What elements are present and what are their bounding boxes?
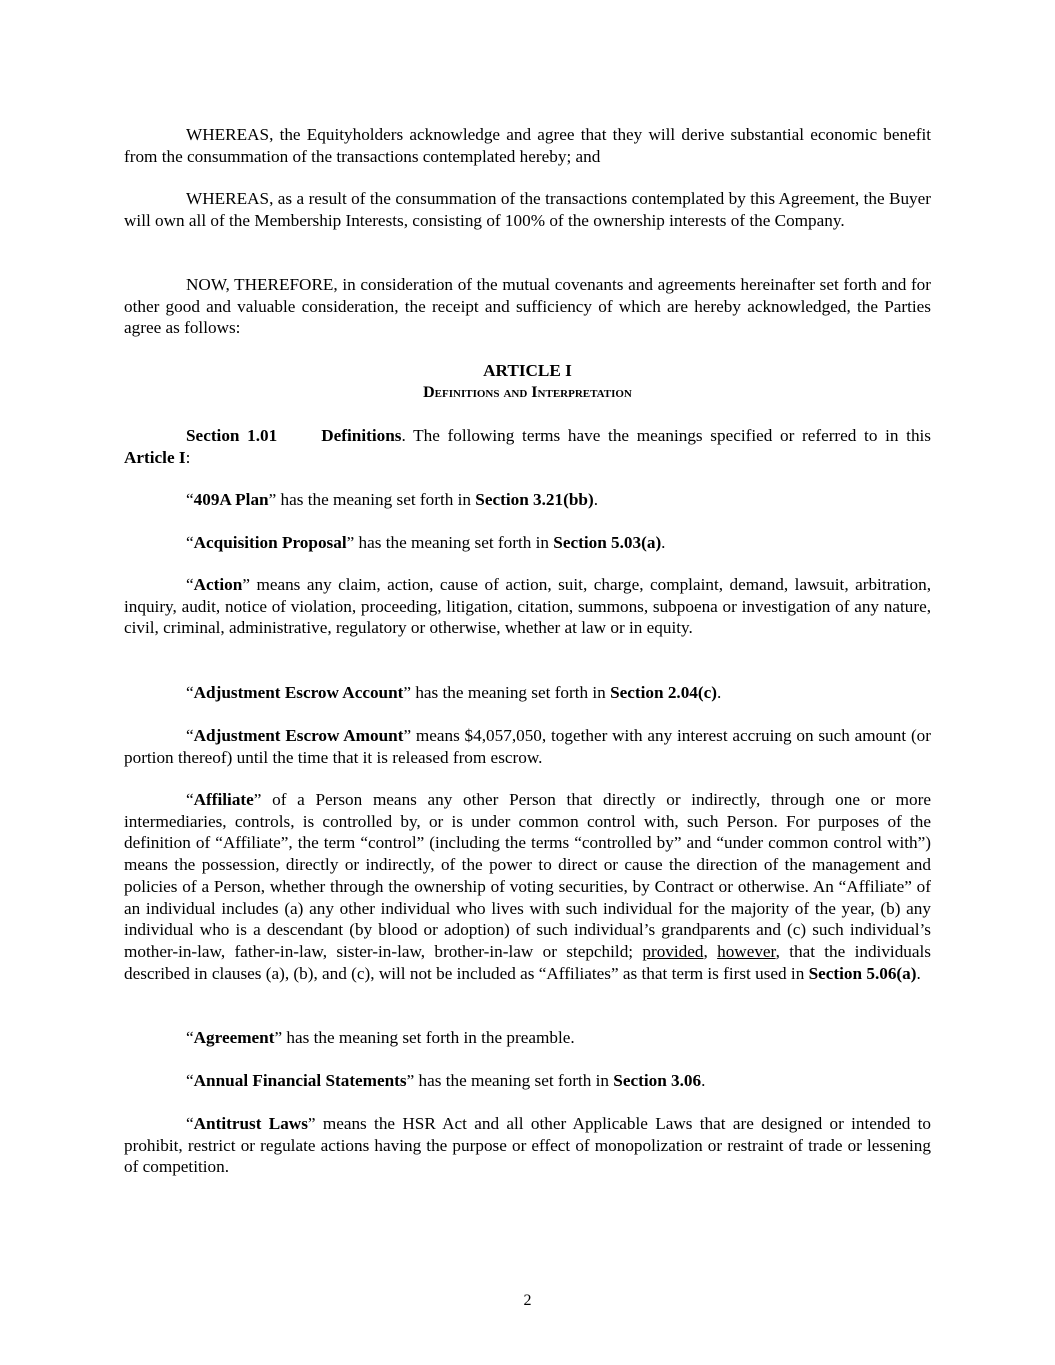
bold-term: Annual Financial Statements bbox=[193, 1071, 407, 1090]
definition-adjustment-escrow-account bbox=[124, 682, 931, 704]
text-segment: “ bbox=[186, 1114, 194, 1133]
bold-term: Adjustment Escrow Account bbox=[193, 683, 404, 702]
text-segment: “ bbox=[186, 575, 194, 594]
text-segment: ” of a Person means any other Person that directly or indirectly, through one or more intermediaries, controls, is controlled by, or is under common control with, such Person. For purposes of the definition of “Affiliate”, the term “control” (including the terms “controlled by” and “under common control with”) means the possession, directly or indirectly, of the power to direct or cause the direction of the management and policies of a Person, whether through the ownership of voting securities, by Contract or otherwise. An “Affiliate” of an individual includes (a) any other individual who lives with such individual for the majority of the year, (b) any individual who is a descendant (by blood or adoption) of such individual’s grandparents and (c) such individual’s mother-in-law, father-in-law, sister-in-law, brother-in-law or stepchild; bbox=[124, 790, 931, 961]
text-segment: , that the individuals described in clauses (a), (b), and (c), will not be included as “Affiliates” as that term is first used in bbox=[124, 941, 931, 983]
text-segment: . bbox=[701, 1071, 706, 1090]
text-segment: ” has the meaning set forth in the preamble. bbox=[274, 1028, 575, 1047]
text-segment: ” has the meaning set forth in bbox=[268, 490, 476, 509]
text-segment: NOW, THEREFORE, in consideration of the mutual covenants and agreements hereinafter set forth and for other good and valuable consideration, the receipt and sufficiency of which are hereby acknowledged, the Parties agree as follows: bbox=[124, 275, 931, 338]
text-segment: ” has the meaning set forth in bbox=[403, 683, 611, 702]
section-number: Section 1.01 bbox=[186, 426, 278, 445]
text-segment: . bbox=[916, 963, 921, 983]
text-segment: WHEREAS, the Equityholders acknowledge and agree that they will derive substantial economic benefit from the consummation of the transactions contemplated hereby; and bbox=[124, 125, 931, 166]
text-segment: WHEREAS, as a result of the consummation of the transactions contemplated by this Agreement, the Buyer will own all of the Membership Interests, consisting of 100% of the ownership interests of the Company. bbox=[124, 189, 931, 230]
definition-action bbox=[124, 574, 931, 639]
definition-409a-plan bbox=[124, 489, 931, 511]
text-segment: ” has the meaning set forth in bbox=[406, 1071, 614, 1090]
underlined-term: provided bbox=[642, 941, 704, 961]
text-segment: . bbox=[716, 683, 722, 702]
text-segment: “ bbox=[186, 533, 194, 552]
text-segment: . bbox=[593, 490, 598, 509]
text-segment: ” means any claim, action, cause of action, suit, charge, complaint, demand, lawsuit, arbitration, inquiry, audit, notice of violation, proceeding, litigation, citation, summons, subpoena or investigation of any nature, civil, criminal, administrative, regulatory or otherwise, whether at law or in equity. bbox=[124, 575, 931, 638]
bold-term: Action bbox=[193, 575, 243, 594]
recital-paragraph bbox=[124, 124, 931, 167]
recital-paragraph bbox=[124, 274, 931, 339]
text-segment: . bbox=[661, 533, 666, 552]
text-segment: , bbox=[703, 941, 718, 961]
text-segment: “ bbox=[186, 1028, 194, 1047]
definition-affiliate bbox=[124, 789, 931, 984]
text-segment: “ bbox=[186, 683, 194, 702]
definition-adjustment-escrow-amount bbox=[124, 725, 931, 768]
page-number: 2 bbox=[523, 1292, 532, 1309]
bold-term: Antitrust Laws bbox=[193, 1114, 308, 1133]
text-segment: “ bbox=[186, 490, 194, 509]
bold-term: 409A Plan bbox=[193, 490, 269, 509]
text-segment: “ bbox=[186, 1071, 194, 1090]
text-segment: ” has the meaning set forth in bbox=[346, 533, 554, 552]
bold-term: Adjustment Escrow Amount bbox=[193, 726, 404, 745]
section-text-end: : bbox=[185, 447, 191, 467]
text-segment: ” means $4,057,050, together with any interest accruing on such amount (or portion thereof) until the time that it is released from escrow. bbox=[124, 726, 932, 767]
article-subtitle: Definitions and Interpretation bbox=[423, 384, 632, 401]
bold-term: Acquisition Proposal bbox=[193, 533, 347, 552]
text-segment: “ bbox=[186, 726, 194, 745]
section-text: . The following terms have the meanings specified or referred to in this bbox=[401, 426, 932, 445]
underlined-term: however bbox=[717, 941, 776, 961]
bold-term: Section 2.04(c) bbox=[610, 683, 717, 702]
recital-paragraph bbox=[124, 188, 931, 231]
definition-acquisition-proposal bbox=[124, 532, 931, 554]
section-1-01-paragraph bbox=[124, 425, 931, 468]
bold-term: Section 3.21(bb) bbox=[475, 490, 594, 509]
bold-term: Affiliate bbox=[193, 790, 254, 809]
section-heading: Definitions bbox=[321, 426, 402, 445]
definition-agreement bbox=[124, 1027, 931, 1049]
definition-antitrust-laws bbox=[124, 1113, 931, 1178]
section-reference: Article I bbox=[124, 447, 186, 467]
bold-term: Section 5.03(a) bbox=[553, 533, 662, 552]
text-segment: ” means the HSR Act and all other Applicable Laws that are designed or intended to prohibit, restrict or regulate actions having the purpose or effect of monopolization or restraint of trade or lessening of competition. bbox=[124, 1114, 931, 1177]
definition-annual-financial-statements bbox=[124, 1070, 931, 1092]
bold-term: Section 3.06 bbox=[613, 1071, 702, 1090]
bold-term: Agreement bbox=[193, 1028, 275, 1047]
bold-term: Section 5.06(a) bbox=[808, 963, 917, 983]
text-segment: “ bbox=[186, 790, 194, 809]
article-title: ARTICLE I bbox=[483, 361, 572, 380]
